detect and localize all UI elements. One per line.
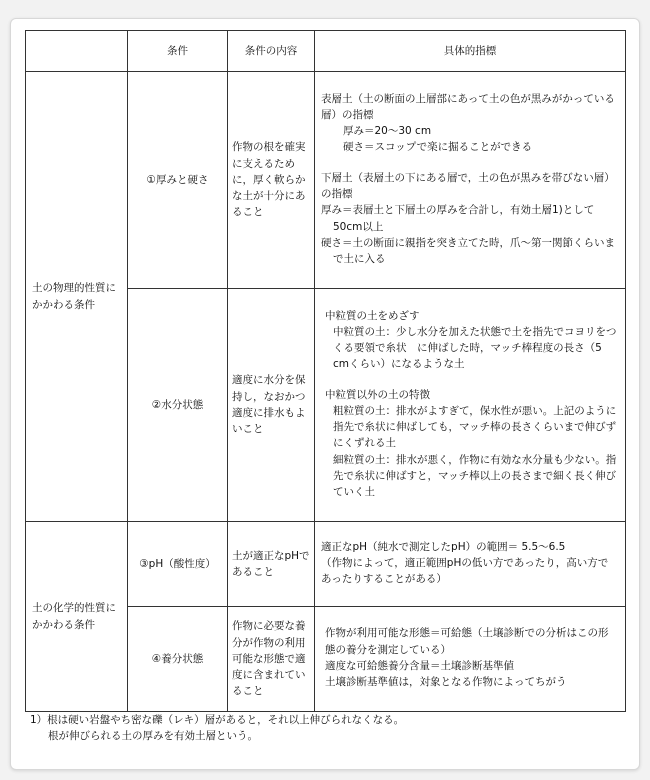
- indicator-line: 適正なpH（純水で測定したpH）の範囲＝ 5.5〜6.5: [321, 540, 566, 553]
- indicator-line: 作物が利用可能な形態＝可給態（土壌診断での分析はこの形態の養分を測定している）: [325, 627, 609, 656]
- category-chemical: 土の化学的性質にかかわる条件: [26, 522, 128, 712]
- content-moisture: 適度に水分を保持し，なおかつ適度に排水もよいこと: [228, 289, 315, 522]
- header-indicator: 具体的指標: [315, 31, 626, 72]
- indicator-line: 硬さ＝スコップで楽に掘ることができる: [343, 141, 533, 154]
- indicator-heading: 中粒質以外の土の特徴: [325, 388, 430, 401]
- indicator-line: 厚み＝20〜30 cm: [343, 125, 432, 138]
- table-row: [26, 522, 626, 607]
- indicator-line: 適度な可給態養分含量＝土壌診断基準値: [325, 660, 514, 672]
- indicator-line: （作物によって，適正範囲pHの低い方であったり，高い方であったりすることがある）: [321, 556, 609, 586]
- category-physical: 土の物理的性質にかかわる条件: [26, 72, 128, 522]
- footnote-line-2: 根が伸びられる土の厚みを有効土層という。: [48, 729, 258, 742]
- indicator-nutrients: [315, 607, 626, 712]
- condition-nutrients: ④養分状態: [128, 607, 228, 712]
- indicator-line: 粗粒質の土：排水がよすぎて，保水性が悪い。上記のように指先で糸状に伸ばしても，マッチ棒の長さくらいまで伸びずにくずれる土: [333, 404, 617, 450]
- indicator-line: 中粒質の土：少し水分を加えた状態で土を指先でコヨリをつくる要領で糸状 に伸ばした時，マッチ棒程度の長さ（5 cmくらい）になるような土: [333, 325, 617, 371]
- indicator-ph: [315, 522, 626, 607]
- content-nutrients: 作物に必要な養分が作物の利用可能な形態で適度に含まれていること: [228, 607, 315, 712]
- indicator-thickness-hardness: [315, 72, 626, 289]
- header-condition: 条件: [128, 31, 228, 72]
- content-thickness-hardness: 作物の根を確実に支えるために，厚く軟らかな土が十分にあること: [228, 72, 315, 289]
- table-row: [26, 72, 626, 289]
- content-ph: 土が適正なpHであること: [228, 522, 315, 607]
- indicator-heading: 中粒質の土をめざす: [325, 309, 420, 322]
- condition-ph: ③pH（酸性度）: [128, 522, 228, 607]
- indicator-line: 細粒質の土：排水が悪く，作物に有効な水分量も少ない。指先で糸状に伸ばすと，マッチ棒以上の長さまで細く長く伸びていく土: [333, 453, 617, 499]
- header-blank: [26, 31, 128, 72]
- header-content: 条件の内容: [228, 31, 315, 72]
- soil-conditions-table: [25, 30, 626, 712]
- table-header-row: [26, 31, 626, 72]
- indicator-line: 厚み＝表層土と下層土の厚みを合計し，有効土層1)として50cm以上: [321, 204, 595, 233]
- indicator-moisture: [315, 289, 626, 522]
- indicator-line: 硬さ＝土の断面に親指を突き立てた時，爪〜第一関節くらいまで土に入る: [321, 236, 615, 266]
- indicator-heading: 表層土（土の断面の上層部にあって土の色が黒みがかっている層）の指標: [321, 92, 615, 121]
- condition-moisture: ②水分状態: [128, 289, 228, 522]
- condition-thickness-hardness: ①厚みと硬さ: [128, 72, 228, 289]
- footnote: [30, 713, 404, 745]
- indicator-line: 土壌診断基準値は，対象となる作物によってちがう: [325, 676, 567, 689]
- indicator-heading: 下層土（表層土の下にある層で，土の色が黒みを帯びない層）の指標: [321, 171, 615, 200]
- footnote-line-1: 1）根は硬い岩盤やち密な礫（レキ）層があると，それ以上伸びられなくなる。: [30, 714, 405, 726]
